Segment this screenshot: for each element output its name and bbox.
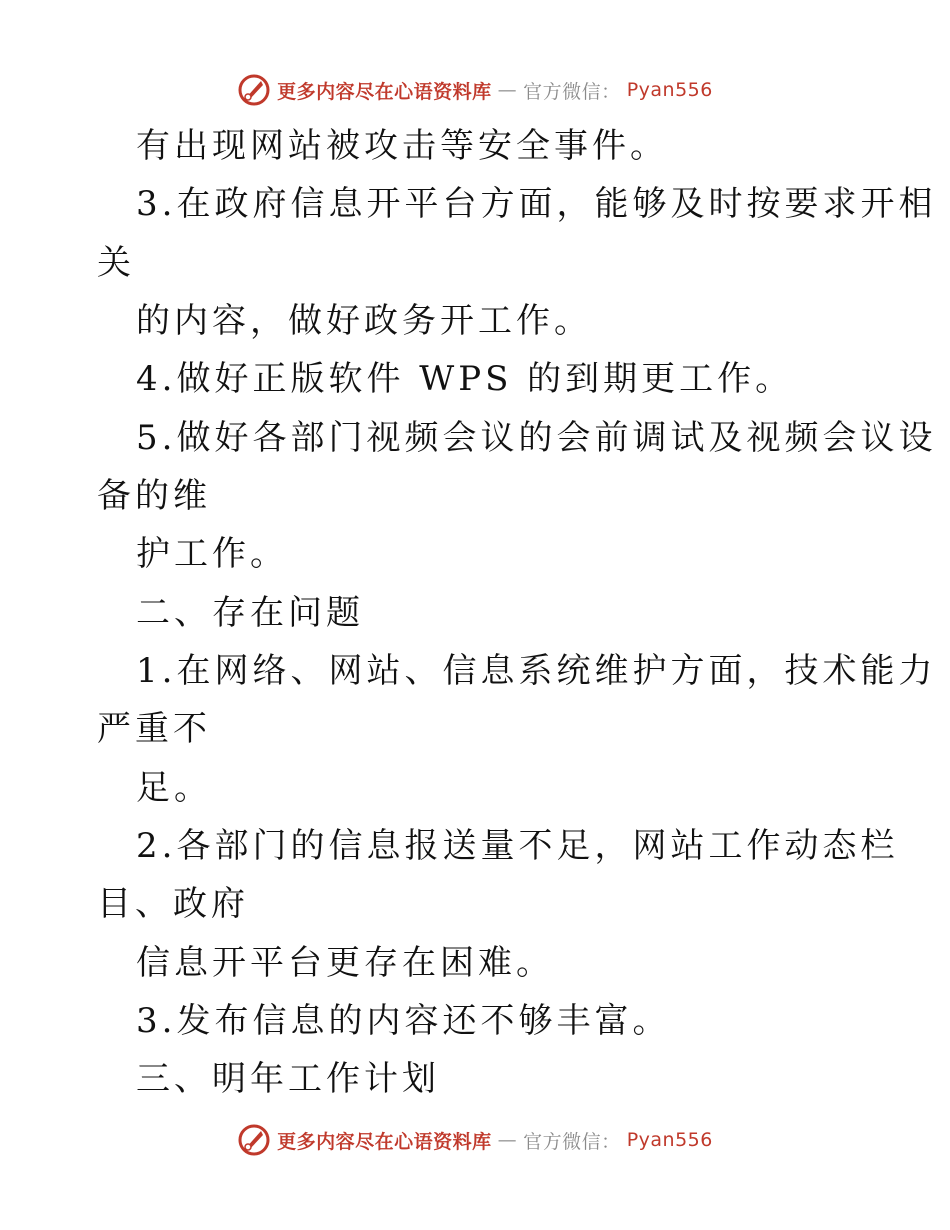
text-line: 5.做好各部门视频会议的会前调试及视频会议设 (136, 418, 937, 458)
watermark-official-label: 官方微信： (523, 1130, 621, 1153)
watermark-separator: — (497, 79, 518, 101)
section-heading: 三、明年工作计划 (136, 1059, 440, 1099)
text-line: 关 (97, 243, 135, 283)
footer-watermark (0, 1120, 950, 1160)
text-line: 目、政府 (97, 884, 249, 924)
text-line: 3.在政府信息开平台方面，能够及时按要求开相 (136, 184, 937, 224)
text-line: 2.各部门的信息报送量不足，网站工作动态栏 (136, 826, 899, 866)
quill-logo-icon (237, 73, 271, 107)
watermark-brand: 更多内容尽在心语资料库 (277, 1130, 492, 1153)
section-heading: 二、存在问题 (136, 593, 364, 633)
text-line: 3.发布信息的内容还不够丰富。 (136, 1001, 671, 1041)
text-line: 1.在网络、网站、信息系统维护方面，技术能力 (136, 651, 937, 691)
watermark-wechat-id: Pyan556 (626, 79, 713, 101)
text-line: 备的维 (97, 476, 211, 516)
header-watermark (0, 70, 950, 110)
text-line: 护工作。 (136, 534, 288, 574)
text-line: 严重不 (97, 709, 211, 749)
text-line: 足。 (136, 768, 212, 808)
watermark-brand: 更多内容尽在心语资料库 (277, 80, 492, 103)
quill-logo-icon (237, 1123, 271, 1157)
text-line: 信息开平台更存在困难。 (136, 943, 554, 983)
text-line: 有出现网站被攻击等安全事件。 (136, 126, 668, 166)
watermark-official-label: 官方微信： (523, 80, 621, 103)
watermark-wechat-id: Pyan556 (626, 1129, 713, 1151)
text-line: 的内容，做好政务开工作。 (136, 301, 592, 341)
text-line: 4.做好正版软件 WPS 的到期更工作。 (136, 359, 794, 399)
watermark-separator: — (497, 1129, 518, 1151)
